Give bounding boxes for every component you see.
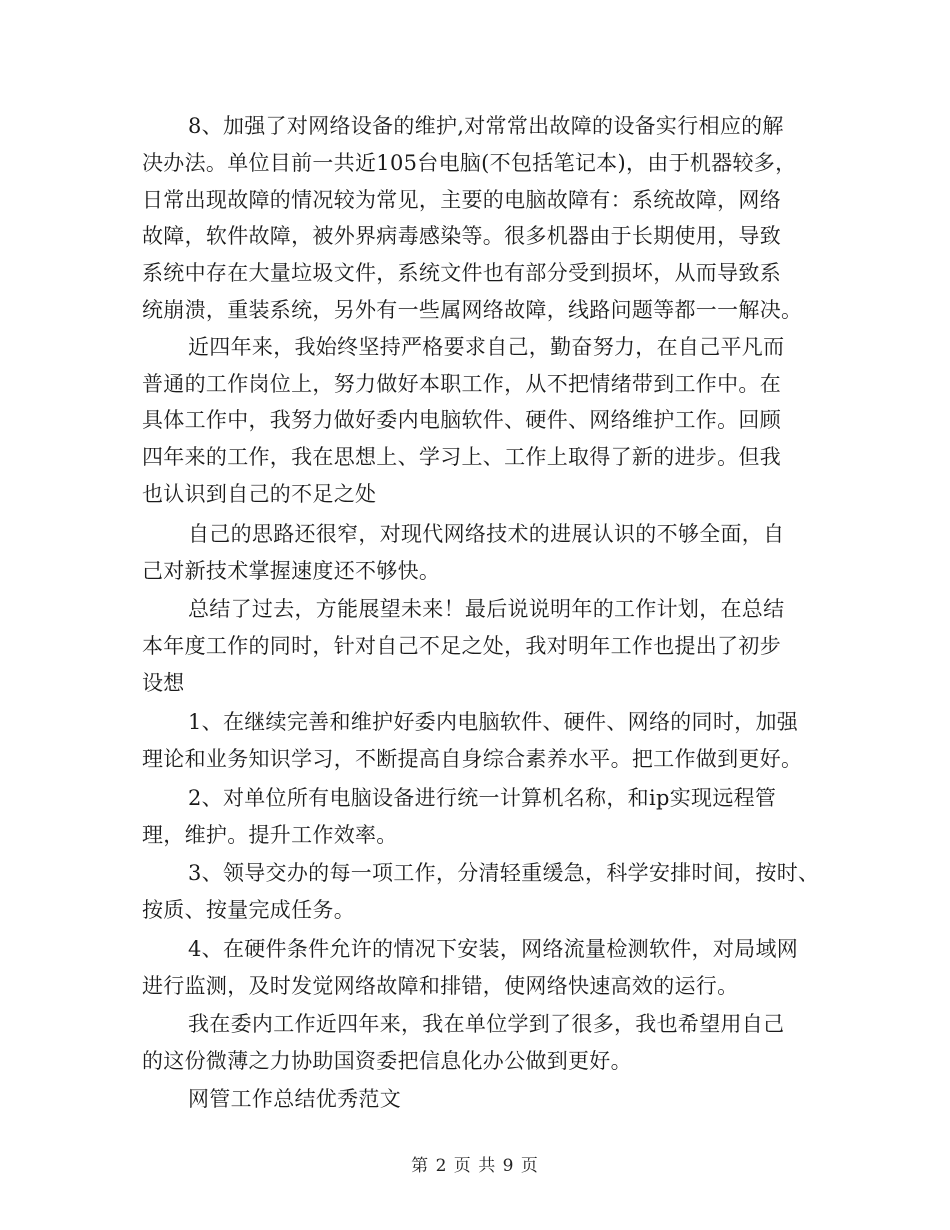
page-footer: 第 2 页 共 9 页 — [411, 1156, 539, 1176]
text-line: 2、对单位所有电脑设备进行统一计算机名称，和ip实现远程管 — [188, 786, 777, 810]
text-line: 决办法。单位目前一共近105台电脑(不包括笔记本)，由于机器较多， — [142, 151, 797, 175]
text-line: 我在委内工作近四年来，我在单位学到了很多，我也希望用自己 — [188, 1012, 785, 1036]
text-line: 进行监测，及时发觉网络故障和排错，使网络快速高效的运行。 — [142, 974, 739, 998]
text-line: 理论和业务知识学习，不断提高自身综合素养水平。把工作做到更好。 — [142, 747, 803, 771]
text-line: 的这份微薄之力协助国资委把信息化办公做到更好。 — [142, 1049, 632, 1073]
text-line: 己对新技术掌握速度还不够快。 — [142, 559, 441, 583]
text-line: 近四年来，我始终坚持严格要求自己，勤奋努力，在自己平凡而 — [188, 335, 785, 359]
text-line: 3、领导交办的每一项工作，分清轻重缓急，科学安排时间，按时、 — [188, 861, 820, 885]
text-line: 4、在硬件条件允许的情况下安装，网络流量检测软件，对局域网 — [188, 937, 799, 961]
section-heading: 网管工作总结优秀范文 — [188, 1087, 401, 1111]
text-line: 理，维护。提升工作效率。 — [142, 823, 398, 847]
text-line: 设想 — [142, 671, 185, 695]
text-line: 四年来的工作，我在思想上、学习上、工作上取得了新的进步。但我 — [142, 445, 781, 469]
text-line: 8、加强了对网络设备的维护,对常常出故障的设备实行相应的解 — [188, 114, 784, 138]
text-line: 统崩溃，重装系统，另外有一些属网络故障，线路问题等都一一解决。 — [142, 298, 803, 322]
text-line: 总结了过去，方能展望未来！最后说说明年的工作计划，在总结 — [188, 597, 785, 621]
text-line: 自己的思路还很窄，对现代网络技术的进展认识的不够全面，自 — [188, 522, 785, 546]
text-line: 1、在继续完善和维护好委内电脑软件、硬件、网络的同时，加强 — [188, 710, 799, 734]
text-line: 也认识到自己的不足之处 — [142, 482, 377, 506]
text-line: 日常出现故障的情况较为常见，主要的电脑故障有：系统故障，网络 — [142, 188, 781, 212]
text-line: 普通的工作岗位上，努力做好本职工作，从不把情绪带到工作中。在 — [142, 372, 781, 396]
text-line: 故障，软件故障，被外界病毒感染等。很多机器由于长期使用，导致 — [142, 224, 781, 248]
text-line: 按质、按量完成任务。 — [142, 898, 355, 922]
text-line: 本年度工作的同时，针对自己不足之处，我对明年工作也提出了初步 — [142, 634, 781, 658]
text-line: 具体工作中，我努力做好委内电脑软件、硬件、网络维护工作。回顾 — [142, 408, 781, 432]
text-line: 系统中存在大量垃圾文件，系统文件也有部分受到损坏，从而导致系 — [142, 261, 781, 285]
